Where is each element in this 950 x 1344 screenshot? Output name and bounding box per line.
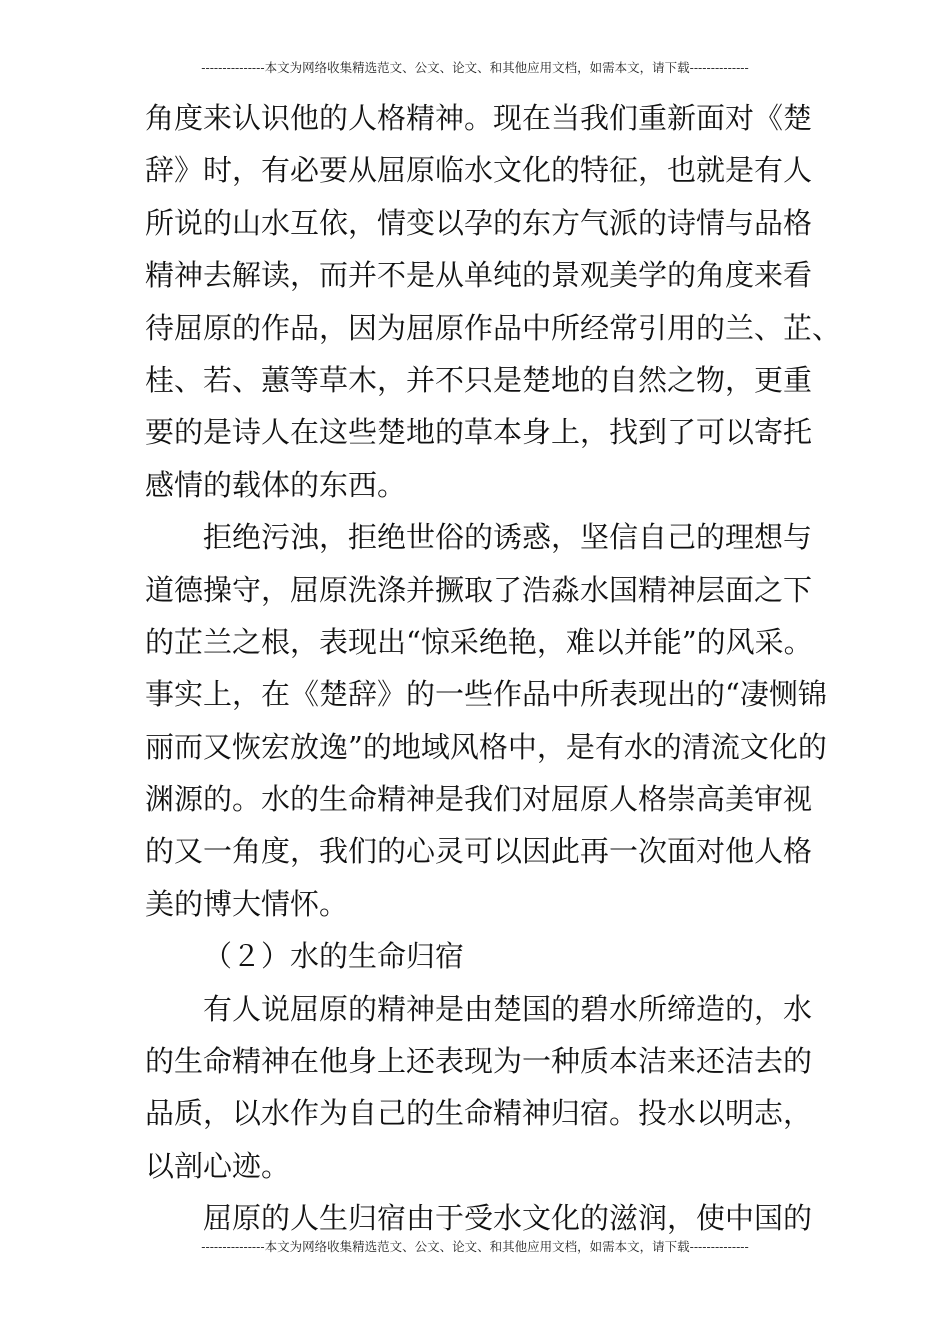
document-body bbox=[145, 92, 842, 1245]
paragraph-line: 渊源的。水的生命精神是我们对屈原人格崇高美审视 bbox=[145, 782, 813, 817]
paragraph-line: 的又一角度，我们的心灵可以因此再一次面对他人格 bbox=[145, 834, 813, 869]
paragraph-line: 的生命精神在他身上还表现为一种质本洁来还洁去的 bbox=[145, 1044, 813, 1079]
paragraph-line: 以剖心迹。 bbox=[145, 1148, 291, 1183]
paragraph-first-line: 拒绝污浊，拒绝世俗的诱惑，坚信自己的理想与 bbox=[203, 520, 813, 555]
paragraph-line: 道德操守，屈原洗涤并撅取了浩淼水国精神层面之下 bbox=[145, 572, 813, 607]
paragraph-line: 事实上，在《楚辞》的一些作品中所表现出的“凄恻锦 bbox=[145, 677, 827, 712]
paragraph-first-line: 屈原的人生归宿由于受水文化的滋润，使中国的 bbox=[203, 1201, 813, 1236]
paragraph-line: 丽而又恢宏放逸”的地域风格中，是有水的清流文化的 bbox=[145, 729, 827, 764]
paragraph-line: 感情的载体的东西。 bbox=[145, 467, 407, 502]
footer-banner: ---------------本文为网络收集精选范文、公文、论文、和其他应用文档，如需本文，请下载-------------- bbox=[201, 1239, 749, 1254]
paragraph-line: 所说的山水互依，情变以孕的东方气派的诗情与品格 bbox=[145, 205, 813, 240]
header-banner: ---------------本文为网络收集精选范文、公文、论文、和其他应用文档，如需本文，请下载-------------- bbox=[201, 60, 749, 75]
paragraph-line: 品质，以水作为自己的生命精神归宿。投水以明志， bbox=[145, 1096, 813, 1131]
paragraph-line: 美的博大情怀。 bbox=[145, 886, 349, 921]
paragraph-line: 要的是诗人在这些楚地的草本身上，找到了可以寄托 bbox=[145, 415, 813, 450]
paragraph-line: 辞》时，有必要从屈原临水文化的特征，也就是有人 bbox=[145, 153, 813, 188]
section-heading: （２）水的生命归宿 bbox=[203, 939, 465, 974]
paragraph-line: 精神去解读，而并不是从单纯的景观美学的角度来看 bbox=[145, 258, 813, 293]
paragraph-line: 角度来认识他的人格精神。现在当我们重新面对《楚 bbox=[145, 101, 813, 135]
paragraph-line: 的芷兰之根，表现出“惊采绝艳，难以并能”的风采。 bbox=[145, 624, 813, 659]
paragraph-line: 桂、若、蕙等草木，并不只是楚地的自然之物，更重 bbox=[145, 362, 813, 397]
paragraph-first-line: 有人说屈原的精神是由楚国的碧水所缔造的，水 bbox=[203, 991, 813, 1026]
paragraph-line: 待屈原的作品，因为屈原作品中所经常引用的兰、芷、 bbox=[145, 310, 842, 345]
